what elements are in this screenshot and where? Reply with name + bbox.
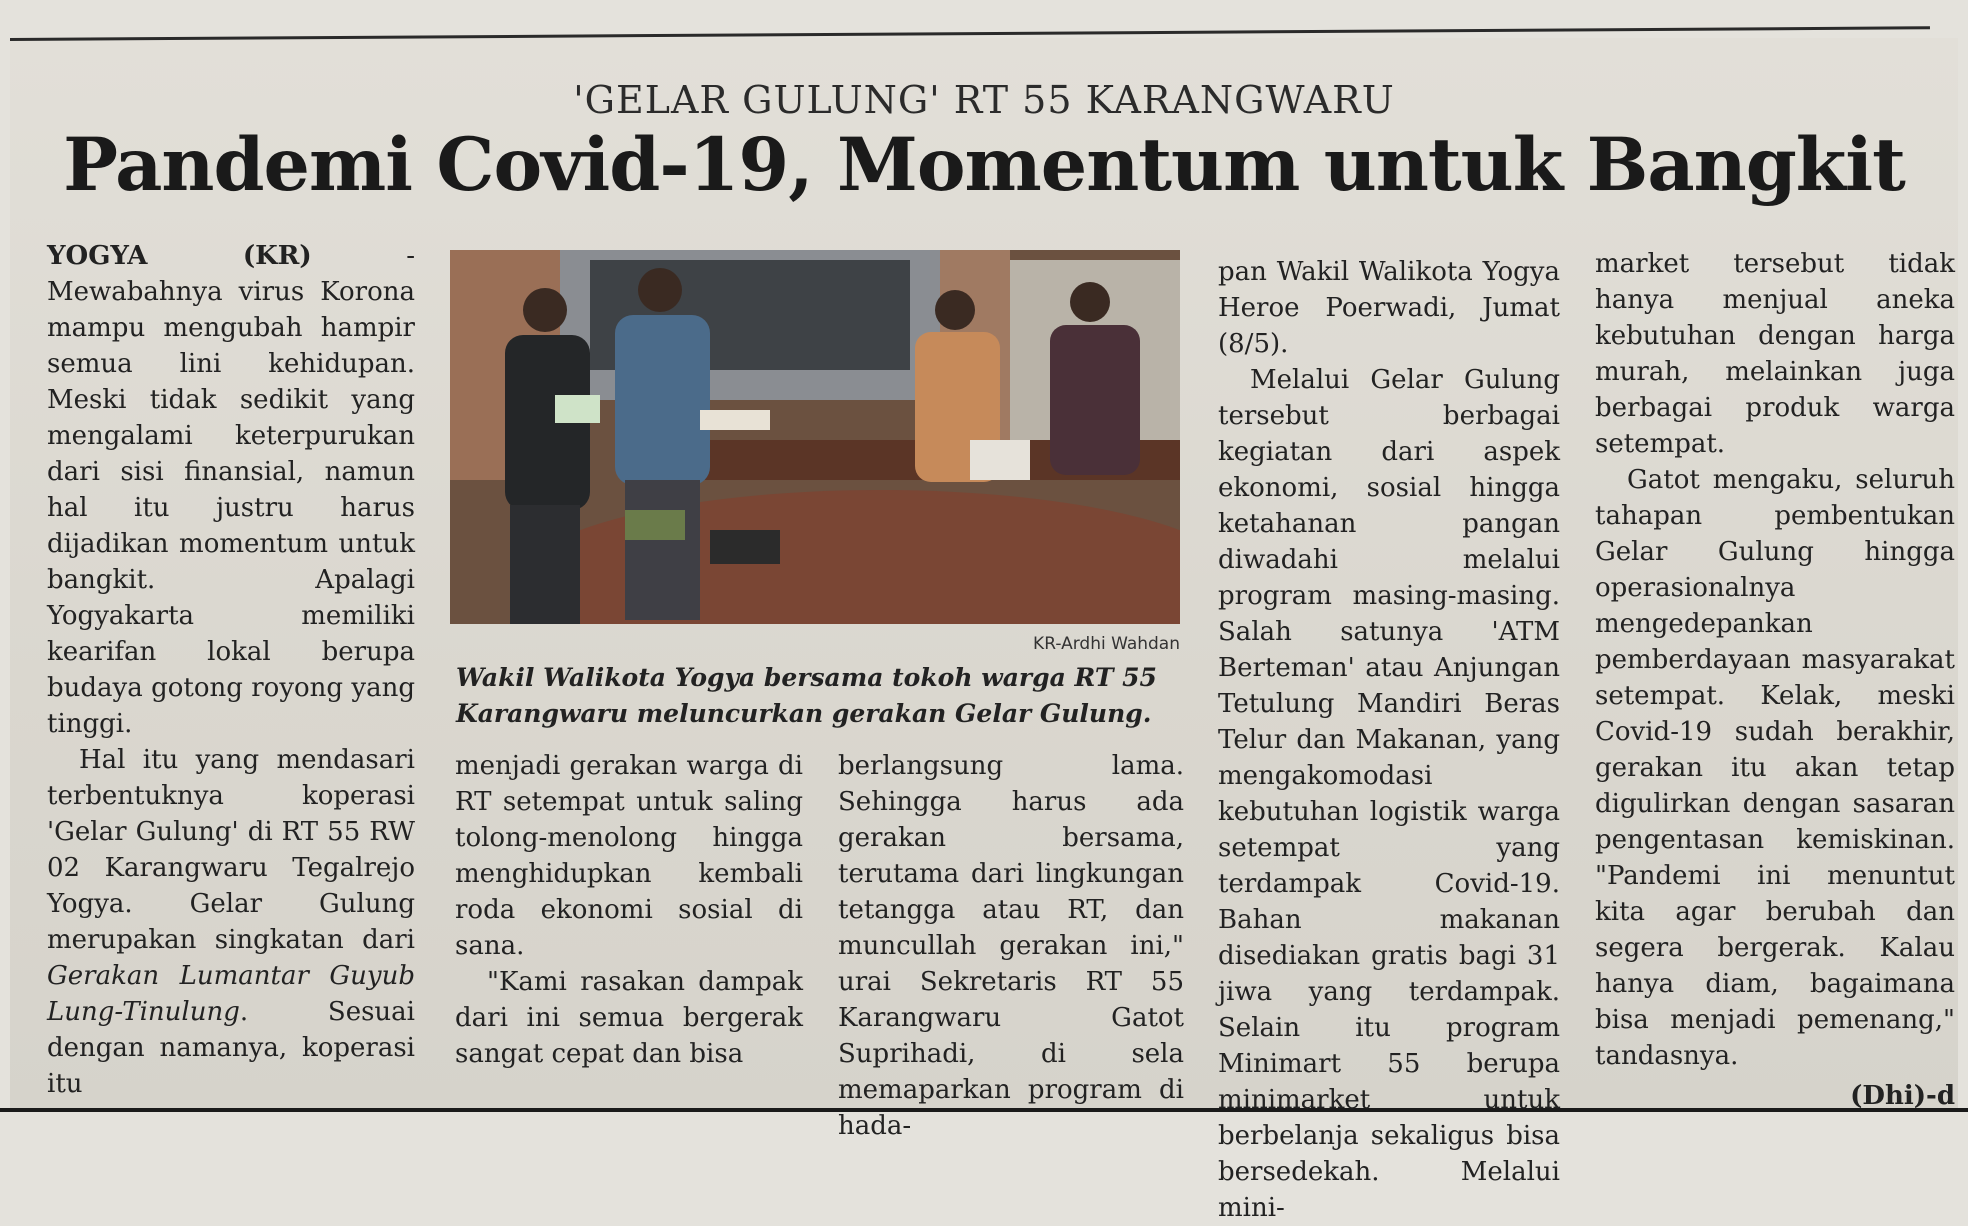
caption-line-1: Wakil Walikota Yogya bersama tokoh warga RT 55: [456, 663, 1157, 692]
article-headline: Pandemi Covid-19, Momentum untuk Bangkit: [63, 122, 1905, 208]
photo-illustration: [450, 250, 1180, 624]
photo-credit: KR-Ardhi Wahdan: [1033, 634, 1180, 654]
article-column-2: [455, 748, 803, 1072]
caption-line-2: Karangwaru meluncurkan gerakan Gelar Gulung.: [456, 699, 1152, 728]
photo-caption: [456, 660, 1186, 732]
article-column-5: [1595, 246, 1955, 1114]
column-5-paragraph-1: market tersebut tidak hanya menjual aneka kebutuhan dengan harga murah, melainkan juga berbagai produk warga setempat.: [1595, 249, 1955, 459]
column-1-paragraph-2a: Hal itu yang mendasari terbentuknya koperasi 'Gelar Gulung' di RT 55 RW 02 Karangwaru Tegalrejo Yogya. Gelar Gulung merupakan singkatan dari: [47, 745, 415, 955]
column-5-paragraph-2: Gatot mengaku, seluruh tahapan pembentukan Gelar Gulung hingga operasionalnya mengedepankan pemberdayaan masyarakat setempat. Kelak, meski Covid-19 sudah berakhir, gerakan itu akan tetap digulirkan dengan sasaran pengentasan kemiskinan. "Pandemi ini menuntut kita agar berubah dan segera bergerak. Kalau hanya diam, bagaimana bisa menjadi pemenang," tandasnya.: [1595, 465, 1955, 1071]
column-4-paragraph-2: Melalui Gelar Gulung tersebut berbagai kegiatan dari aspek ekonomi, sosial hingga ketahanan pangan diwadahi melalui program masing-masing. Salah satunya 'ATM Berteman' atau Anjungan Tetulung Mandiri Beras Telur dan Makanan, yang mengakomodasi kebutuhan logistik warga setempat yang terdampak Covid-19. Bahan makanan disediakan gratis bagi 31 jiwa yang terdampak. Selain itu program Minimart 55 berupa minimarket untuk berbelanja sekaligus bisa bersedekah. Melalui mini-: [1218, 365, 1560, 1223]
article-photo: [450, 250, 1180, 624]
article-kicker: 'GELAR GULUNG' RT 55 KARANGWARU: [573, 78, 1395, 122]
column-1-paragraph-1: - Mewabahnya virus Korona mampu mengubah hampir semua lini kehidupan. Meski tidak sedikit yang mengalami keterpurukan dari sisi finansial, namun hal itu justru harus dijadikan momentum untuk bangkit. Apalagi Yogyakarta memiliki kearifan lokal berupa budaya gotong royong yang tinggi.: [47, 241, 415, 739]
column-1-paragraph-2b: . Sesuai dengan namanya, koperasi itu: [47, 997, 415, 1099]
article-column-4: [1218, 254, 1560, 1226]
column-3-paragraph-1: berlangsung lama. Sehingga harus ada gerakan bersama, terutama dari lingkungan tetangga atau RT, dan muncullah gerakan ini," urai Sekretaris RT 55 Karangwaru Gatot Suprihadi, di sela memaparkan program di hada-: [838, 751, 1184, 1141]
column-1-italic-term: Gerakan Lumantar Guyub Lung-Tinulung: [47, 961, 415, 1027]
column-2-paragraph-1: menjadi gerakan warga di RT setempat untuk saling tolong-menolong hingga menghidupkan kembali roda ekonomi sosial di sana.: [455, 751, 803, 961]
column-2-paragraph-2: "Kami rasakan dampak dari ini semua bergerak sangat cepat dan bisa: [455, 967, 803, 1069]
article-column-1: [47, 238, 415, 1102]
dateline: YOGYA (KR): [47, 241, 312, 271]
author-signoff: (Dhi)-d: [1850, 1081, 1955, 1111]
article-column-3: [838, 748, 1184, 1144]
column-4-paragraph-1: pan Wakil Walikota Yogya Heroe Poerwadi, Jumat (8/5).: [1218, 257, 1560, 359]
